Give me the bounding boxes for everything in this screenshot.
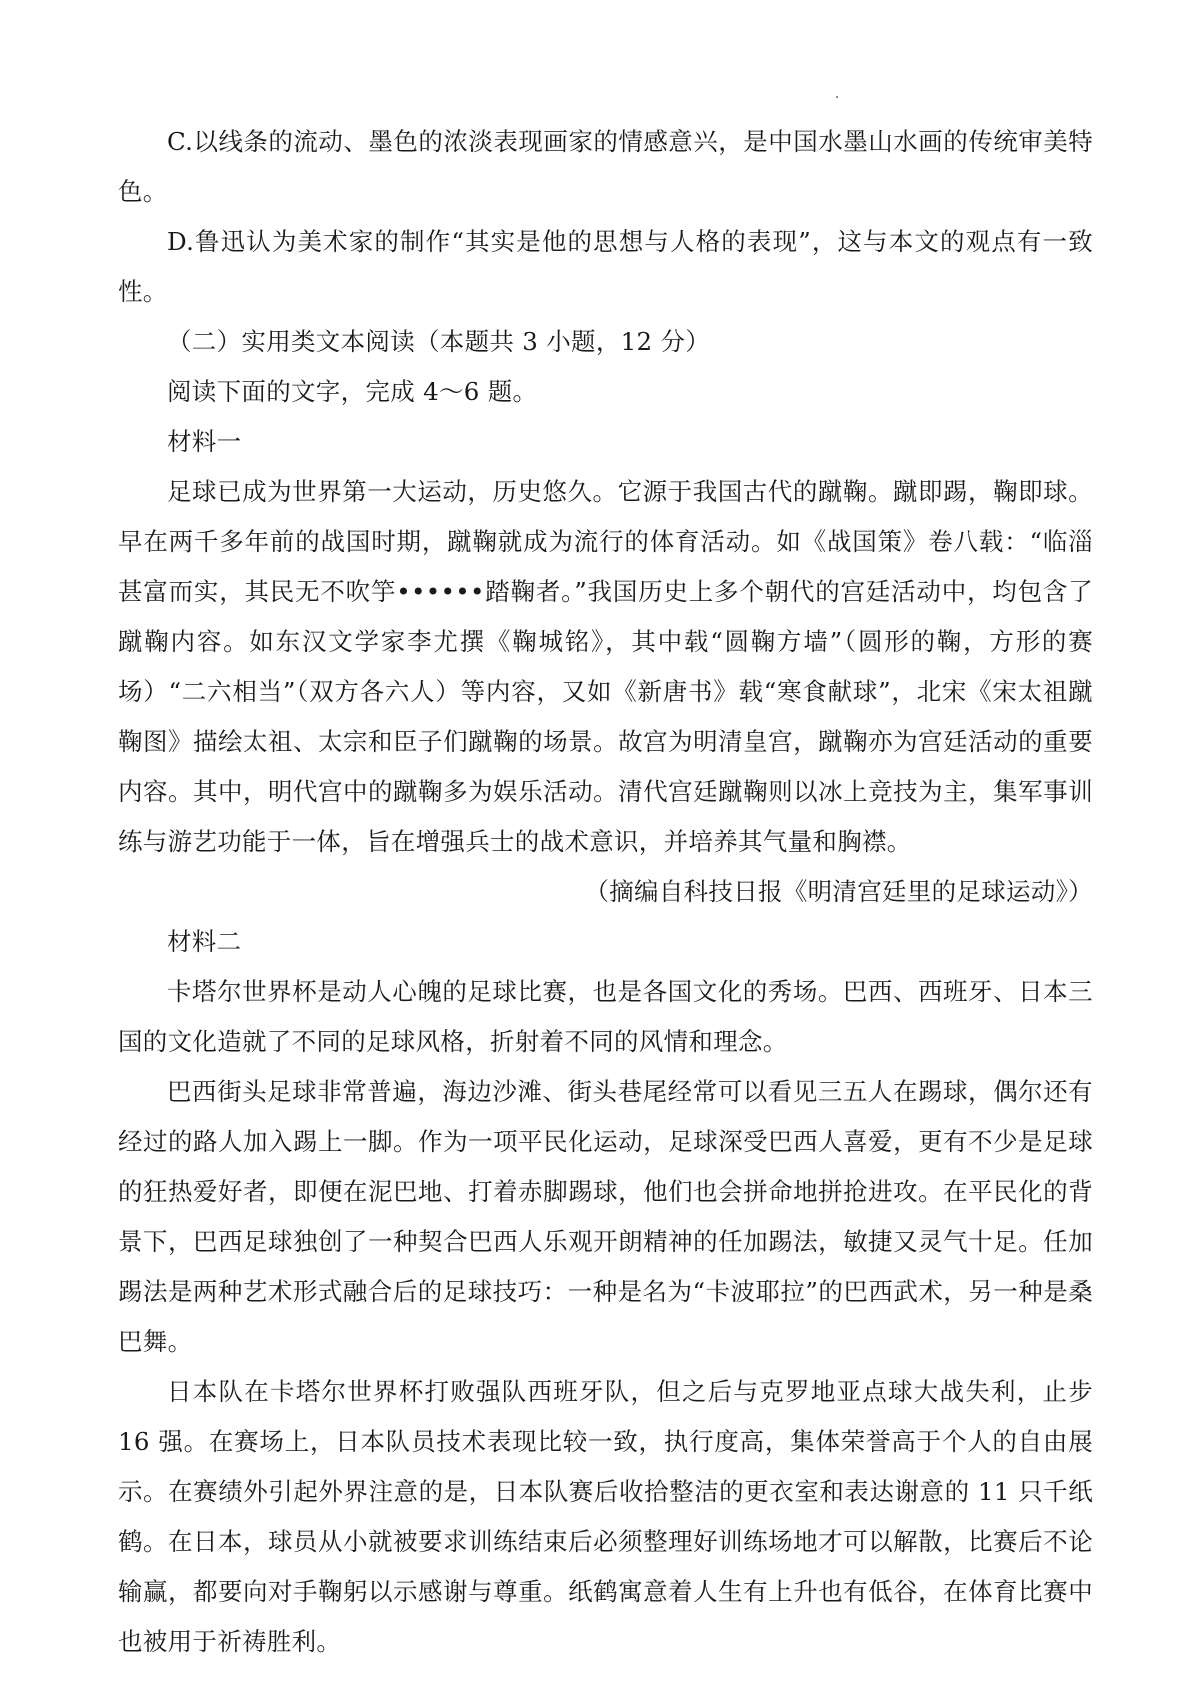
material-2-paragraph: 卡塔尔世界杯是动人心魄的足球比赛，也是各国文化的秀场。巴西、西班牙、日本三国的文化造就了不同的足球风格，折射着不同的风情和理念。	[118, 977, 1093, 1056]
material-1-heading: 材料一	[167, 427, 242, 456]
material-2-paragraph: 巴西街头足球非常普遍，海边沙滩、街头巷尾经常可以看见三五人在踢球，偶尔还有经过的路人加入踢上一脚。作为一项平民化运动，足球深受巴西人喜爱，更有不少是足球的狂热爱好者，即便在泥巴地、打着赤脚踢球，他们也会拼命地拼抢进攻。在平民化的背景下，巴西足球独创了一种契合巴西人乐观开朗精神的任加踢法，敏捷又灵气十足。任加踢法是两种艺术形式融合后的足球技巧：一种是名为“卡波耶拉”的巴西武术，另一种是桑巴舞。	[118, 1077, 1093, 1356]
option-d: D.鲁迅认为美术家的制作“其实是他的思想与人格的表现”，这与本文的观点有一致性。	[118, 227, 1093, 306]
scan-dot	[836, 96, 838, 98]
document-body	[118, 117, 1093, 1667]
instruction: 阅读下面的文字，完成 4～6 题。	[167, 377, 538, 406]
material-2-heading: 材料二	[167, 927, 242, 956]
option-c: C.以线条的流动、墨色的浓淡表现画家的情感意兴，是中国水墨山水画的传统审美特色。	[118, 127, 1093, 206]
material-1-source: （摘编自科技日报《明清宫廷里的足球运动》）	[584, 877, 1093, 906]
material-2-paragraph: 日本队在卡塔尔世界杯打败强队西班牙队，但之后与克罗地亚点球大战失利，止步 16 强。在赛场上，日本队员技术表现比较一致，执行度高，集体荣誉高于个人的自由展示。在赛绩外引起外界注意的是，日本队赛后收拾整洁的更衣室和表达谢意的 11 只千纸鹤。在日本，球员从小就被要求训练结束后必须整理好训练场地才可以解散，比赛后不论输赢，都要向对手鞠躬以示感谢与尊重。纸鹤寓意着人生有上升也有低谷，在体育比赛中也被用于祈祷胜利。	[118, 1377, 1093, 1656]
section-title: （二）实用类文本阅读（本题共 3 小题，12 分）	[167, 327, 711, 356]
material-1-paragraph: 足球已成为世界第一大运动，历史悠久。它源于我国古代的蹴鞠。蹴即踢，鞠即球。早在两千多年前的战国时期，蹴鞠就成为流行的体育活动。如《战国策》卷八载：“临淄甚富而实，其民无不吹竽••••••踏鞠者。”我国历史上多个朝代的宫廷活动中，均包含了蹴鞠内容。如东汉文学家李尤撰《鞠城铭》，其中载“圆鞠方墙”（圆形的鞠，方形的赛场）“二六相当”（双方各六人）等内容，又如《新唐书》载“寒食献球”，北宋《宋太祖蹴鞠图》描绘太祖、太宗和臣子们蹴鞠的场景。故宫为明清皇宫，蹴鞠亦为宫廷活动的重要内容。其中，明代宫中的蹴鞠多为娱乐活动。清代宫廷蹴鞠则以冰上竞技为主，集军事训练与游艺功能于一体，旨在增强兵士的战术意识，并培养其气量和胸襟。	[118, 477, 1093, 856]
